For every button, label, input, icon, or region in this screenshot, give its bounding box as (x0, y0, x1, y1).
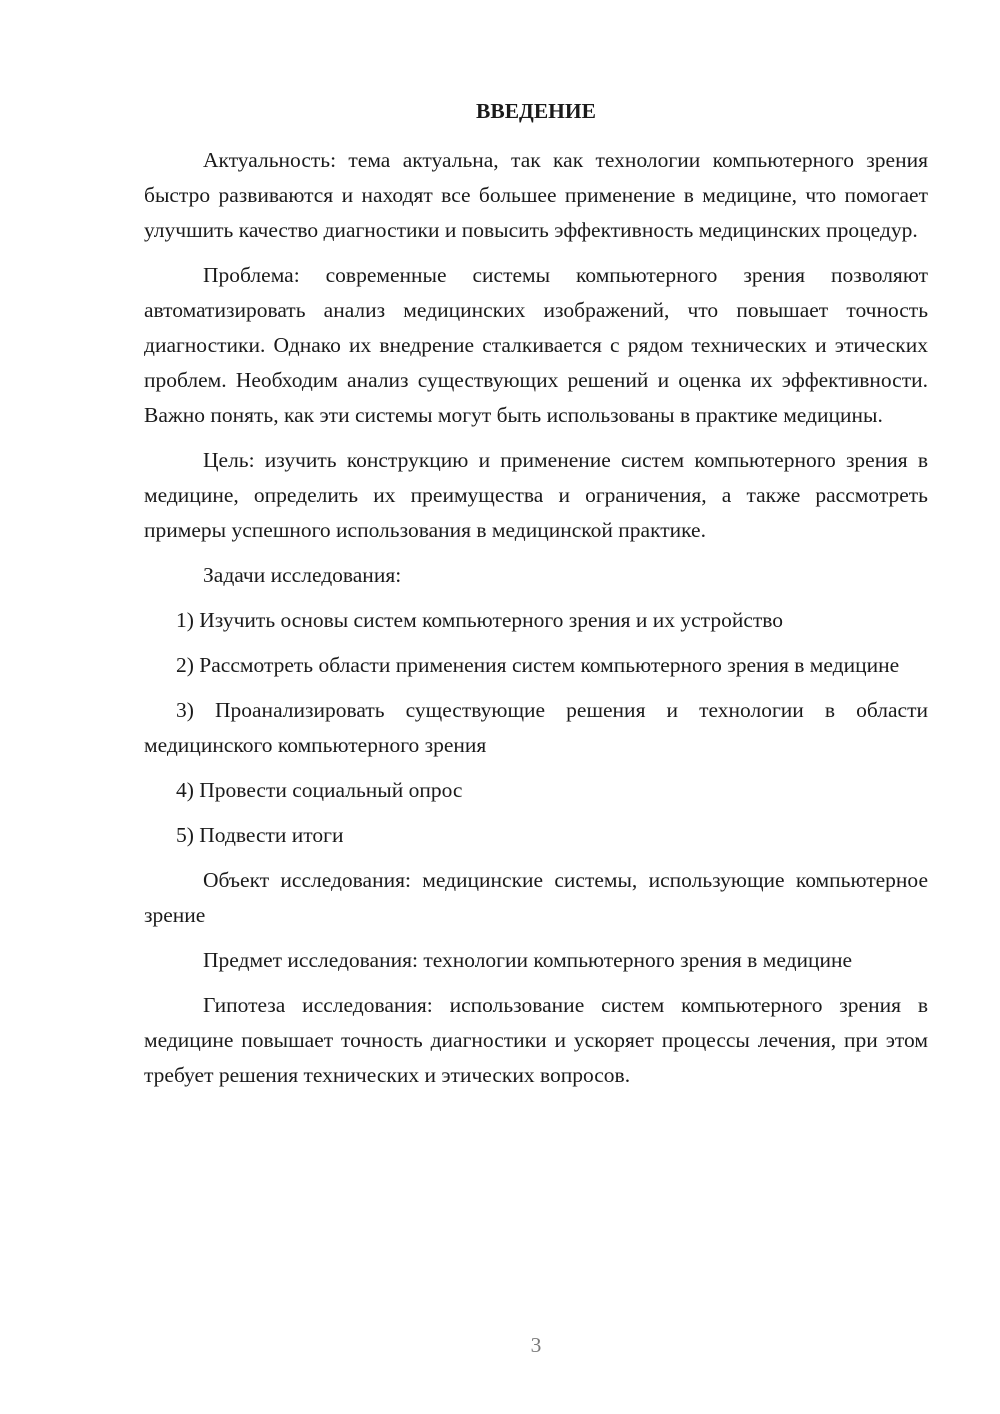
paragraph-hypothesis: Гипотеза исследования: использование систем компьютерного зрения в медицине повышает точность диагностики и ускоряет процессы лечения, при этом требует решения технических и этических вопросов. (144, 993, 928, 1087)
task-item-4: 4) Провести социальный опрос (176, 778, 463, 802)
task-item-2: 2) Рассмотреть области применения систем компьютерного зрения в медицине (176, 653, 900, 677)
paragraph-relevance: Актуальность: тема актуальна, так как технологии компьютерного зрения быстро развиваются и находят все большее применение в медицине, что помогает улучшить качество диагностики и повысить эффективность медицинских процедур. (144, 148, 928, 242)
task-item-5: 5) Подвести итоги (176, 823, 344, 847)
section-title: ВВЕДЕНИЕ (476, 99, 596, 123)
paragraph-object: Объект исследования: медицинские системы, использующие компьютерное зрение (144, 868, 928, 927)
paragraph-problem: Проблема: современные системы компьютерного зрения позволяют автоматизировать анализ медицинских изображений, что повышает точность диагностики. Однако их внедрение сталкивается с рядом технических и этических проблем. Необходим анализ существующих решений и оценка их эффективности. Важно понять, как эти системы могут быть использованы в практике медицины. (144, 263, 928, 427)
task-item-3: 3) Проанализировать существующие решения и технологии в области медицинского компьютерного зрения (144, 698, 928, 757)
paragraph-tasks-heading: Задачи исследования: (203, 563, 402, 587)
page-number: 3 (530, 1333, 542, 1357)
paragraph-goal: Цель: изучить конструкцию и применение систем компьютерного зрения в медицине, определить их преимущества и ограничения, а также рассмотреть примеры успешного использования в медицинской практике. (144, 448, 928, 542)
task-item-1: 1) Изучить основы систем компьютерного зрения и их устройство (176, 608, 784, 632)
document-body (144, 143, 928, 1093)
paragraph-subject: Предмет исследования: технологии компьютерного зрения в медицине (203, 948, 853, 972)
